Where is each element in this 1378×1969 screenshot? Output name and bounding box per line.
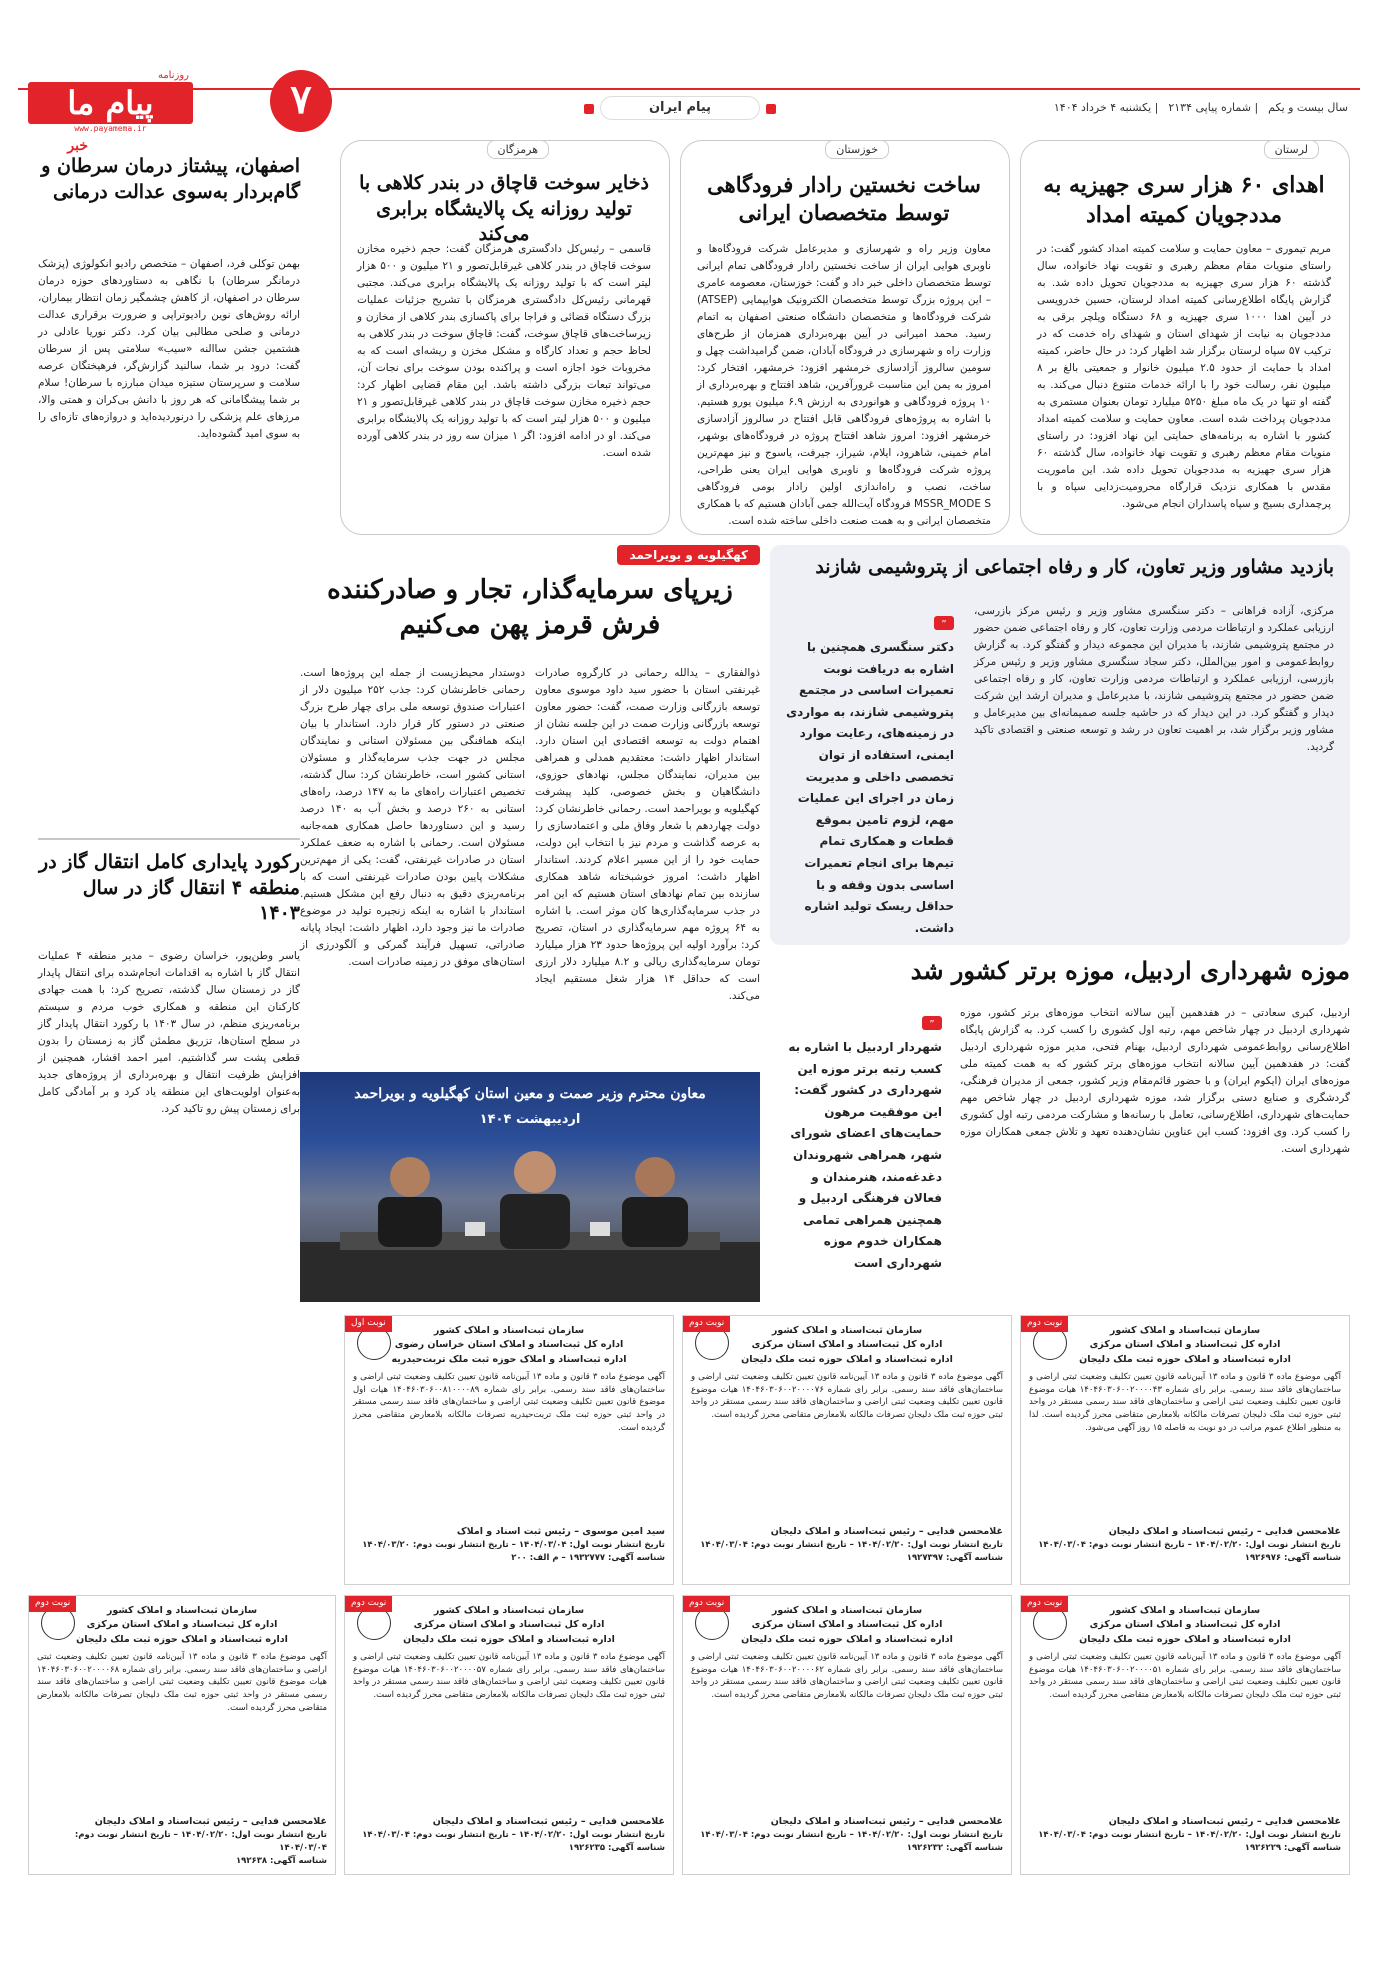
notice-organization: سازمان ثبت‌اسناد و املاک کشور [771, 1325, 923, 1336]
notice-body: آگهی موضوع ماده ۳ قانون و ماده ۱۳ آیین‌نامه قانون تعیین تکلیف وضعیت ثبتی اراضی و ساختمان‌های فاقد سند رسمی. برابر رای شماره ۱۴۰۴۶۰۳۰۶۰۰۲۰۰۰۰۶۸ هیات موضوع قانون تعیین تکلیف وضعیت ثبتی اراضی و ساختمان‌های فاقد سند رسمی مستقر در واحد ثبتی حوزه ثبت ملک دلیجان تصرفات مالکانه بلامعارض متقاضی محرز گردیده است. [37, 1651, 327, 1713]
legal-notice [28, 1595, 336, 1875]
notice-suboffice: اداره ثبت‌اسناد و املاک حوزه ثبت ملک دلیجان [1079, 1353, 1291, 1365]
notice-round-tag: نوبت اول [345, 1316, 392, 1332]
kohgiluyeh-headline: زیرپای سرمایه‌گذار، تجار و صادرکننده فرش قرمز پهن می‌کنیم [327, 575, 733, 641]
header-rule [18, 88, 1360, 90]
notice-body: آگهی موضوع ماده ۳ قانون و ماده ۱۳ آیین‌نامه قانون تعیین تکلیف وضعیت ثبتی اراضی و ساختمان‌های فاقد سند رسمی. برابر رای شماره ۱۴۰۴۶۰۳۰۶۰۰۲۰۰۰۰۵۱ هیات موضوع قانون تعیین تکلیف وضعیت ثبتی اراضی و ساختمان‌های فاقد سند رسمی مستقر در واحد ثبتی حوزه ثبت ملک دلیجان تصرفات مالکانه بلامعارض متقاضی محرز گردیده است. [1029, 1651, 1341, 1700]
notice-code: شناسه آگهی: ۱۹۲۶۲۲۹ [1244, 1842, 1341, 1853]
legal-notice [1020, 1315, 1350, 1585]
article-body: قاسمی – رئیس‌کل دادگستری هرمزگان گفت: حجم ذخیره مخازن سوخت قاچاق در بندر کلاهی غیرقابل‌تصور و ۲۱ میلیون و ۵۰۰ هزار لیتر است که با تولید روزانه یک پالایشگاه برابری می‌کند. مجتبی قهرمانی رئیس‌کل دادگستری هرمزگان با تشریح جزئیات عملیات بزرگ دستگاه قضائی و فراجا برای پاکسازی بندر کلاهی از مخازن و زیرساخت‌های قاچاق سوخت، گفت: قاچاق سوخت در بندر کلاهی به لحاظ حجم و تعداد کارگاه و مشکل مخزن و ریشه‌ای است که به مخروبات خود اجازه است و پراکنده بودن سوخت برای نجات آن، می‌تواند تبعات بزرگی داشته باشد. این مقام قضایی اظهار کرد: حجم ذخیره مخازن سوخت قاچاق در بندر کلاهی غیرقابل‌تصور و ۲۱ میلیون و ۵۰۰ هزار لیتر است که با تولید روزانه یک پالایشگاه برابری می‌کند. او در ادامه افزود: اگر ۱ میزان سه روز در بندر کلاهی آورده شده است. [357, 243, 652, 459]
notice-office: اداره کل ثبت‌اسناد و املاک استان مرکزی [751, 1619, 943, 1631]
logo-name: پیام ما [28, 82, 193, 124]
meeting-photo [300, 1072, 760, 1302]
legal-notice [344, 1595, 674, 1875]
section-title: پیام ایران [600, 96, 760, 120]
notice-suboffice: اداره ثبت‌اسناد و املاک حوزه ثبت ملک دلیجان [741, 1633, 953, 1645]
notice-suboffice: اداره ثبت‌اسناد و املاک حوزه ثبت ملک دلیجان [76, 1633, 288, 1645]
legal-notice [1020, 1595, 1350, 1875]
notice-code: شناسه آگهی: ۱۹۲۷۳۹۷ [906, 1552, 1003, 1563]
article-headline: ذخایر سوخت قاچاق در بندر کلاهی با تولید روزانه یک پالایشگاه برابری می‌کند [359, 172, 649, 246]
kohgiluyeh-article [300, 545, 760, 1065]
kohgiluyeh-body-right: ذوالفقاری – یدالله رحمانی در کارگروه صادرات غیرنفتی استان با حضور سید داود موسوی معاون توسعه بازرگانی وزارت صمت، گفت: حضور معاون توسعه بازرگانی وزارت صمت در این جلسه نشان از اهتمام دولت به توسعه اقتصادی این استان دارد. استاندار اظهار داشت: معتقدیم همدلی و همراهی بین مدیران، نمایندگان مجلس، نهادهای حوزوی، دانشگاهیان و بخش خصوصی، کلید پیشرفت کهگیلویه و بویراحمد است. رحمانی خاطرنشان کرد: دولت چهاردهم با شعار وفاق ملی و اعتمادسازی را به عرصه گذاشت و مردم نیز با انتخاب این دولت، حمایت خود را از این مسیر اعلام کردند. استاندار اظهار داشت: امروز خوشبختانه شاهد همکاری سازنده بین تمام نهادهای استان هستیم که این امر در جذب سرمایه‌گذاری‌ها کان موثر است. با اشاره به ۶۴ پروژه مهم سرمایه‌گذاری در استان، تصریح کرد: برآورد اولیه این پروژه‌ها حدود ۲۳ هزار میلیارد تومان سرمایه‌گذاری ریالی و ۸.۲ میلیارد دلار ارزی است که حداقل ۱۴ هزار شغل مستقیم ایجاد می‌کند. [535, 667, 761, 1002]
quote-mark-icon [934, 616, 954, 630]
photo-banner-line1: معاون محترم وزیر صمت و معین استان کهگیلویه و بویراحمد [354, 1086, 706, 1102]
notice-suboffice: اداره ثبت‌اسناد و املاک حوزه ثبت ملک تربت‌حیدریه [391, 1353, 627, 1365]
section-marker-icon [584, 104, 594, 114]
legal-notice [682, 1595, 1012, 1875]
issue-date: یکشنبه ۴ خرداد ۱۴۰۴ [1053, 101, 1152, 114]
petrochemical-pullquote: دکتر سنگسری همچنین با اشاره به دریافت نوبت تعمیرات اساسی در مجتمع پتروشیمی شازند، به مواردی در زمینه‌های، رعایت موارد ایمنی، استفاده از توان تخصصی داخلی و مدیریت زمان در اجرای این عملیات مهم، لزوم تامین بموقع قطعات و همکاری تمام تیم‌ها برای انجام تعمیرات اساسی بدون وقفه و با حداقل ریسک تولید اشاره داشت. [786, 640, 954, 935]
notice-signer: غلامحسن فدایی – رئیس ثبت‌اسناد و املاک دلیجان [432, 1815, 665, 1827]
notice-code: شناسه آگهی: ۱۹۲۶۹۷۶ [1244, 1552, 1341, 1563]
notice-organization: سازمان ثبت‌اسناد و املاک کشور [771, 1605, 923, 1616]
svg-text:”: ” [941, 619, 947, 630]
notice-dates: تاریخ انتشار نوبت اول: ۱۴۰۴/۰۲/۲۰ – تاریخ انتشار نوبت دوم: ۱۴۰۴/۰۳/۰۴ [362, 1830, 665, 1840]
notice-round-tag: نوبت دوم [1021, 1316, 1068, 1332]
quote-icon [772, 1015, 942, 1034]
legal-notice [344, 1315, 674, 1585]
photo-banner-line2: اردیبهشت ۱۴۰۴ [479, 1112, 581, 1127]
notice-dates: تاریخ انتشار نوبت اول: ۱۴۰۴/۰۲/۲۰ – تاریخ انتشار نوبت دوم: ۱۴۰۴/۰۳/۰۴ [700, 1830, 1003, 1840]
gas-headline: رکورد پایداری کامل انتقال گاز در منطقه ۴ انتقال گاز در سال ۱۴۰۳ [39, 851, 300, 925]
section-marker-icon [766, 104, 776, 114]
news-headline: اصفهان، پیشتاز درمان سرطان و گام‌بردار به‌سوی عدالت درمانی [41, 155, 300, 203]
newspaper-logo[interactable] [28, 70, 193, 132]
notice-signer: غلامحسن فدایی – رئیس ثبت‌اسناد و املاک دلیجان [94, 1815, 327, 1827]
notice-organization: سازمان ثبت‌اسناد و املاک کشور [1109, 1325, 1261, 1336]
gas-body: یاسر وطن‌پور، خراسان رضوی – مدیر منطقه ۴ عملیات انتقال گاز با اشاره به اقدامات انجام‌شده برای انتقال پایدار گاز در زمستان سال گذشته، تصریح کرد: با همت جهادی کارکنان این منطقه و همکاری خوب مردم و سیستم برنامه‌ریزی منظم، در سال ۱۴۰۳ با رکورد انتقال پایدار گاز در سطح استان‌ها، تزریق مطمئن گاز به زمستان را بدون قطعی پشت سر گذاشتیم. امیر احمد افشار، همچنین از افزایش ظرفیت انتقال و بهره‌برداری از پروژه‌های جدید به‌عنوان اولویت‌های این منطقه یاد کرد و بر آمادگی کامل برای زمستان پیش رو تاکید کرد. [38, 950, 300, 1115]
museum-headline: موزه شهرداری اردبیل، موزه برتر کشور شد [910, 956, 1350, 985]
column-divider [38, 838, 300, 840]
museum-article [770, 955, 1350, 1305]
notice-code: شناسه آگهی: ۱۹۲۶۲۳۵ [568, 1842, 665, 1853]
notice-body: آگهی موضوع ماده ۳ قانون و ماده ۱۳ آیین‌نامه قانون تعیین تکلیف وضعیت ثبتی اراضی و ساختمان‌های فاقد سند رسمی. برابر رای شماره ۱۴۰۴۶۰۳۰۶۰۰۲۰۰۰۰۷۶ هیات موضوع قانون تعیین تکلیف وضعیت ثبتی اراضی و ساختمان‌های فاقد سند رسمی مستقر در واحد ثبتی حوزه ثبت ملک دلیجان تصرفات مالکانه بلامعارض متقاضی محرز گردیده است. [691, 1371, 1003, 1420]
logo-website[interactable]: www.payamema.ir [74, 124, 147, 133]
notice-round-tag: نوبت دوم [29, 1596, 76, 1612]
notice-signer: سید امین موسوی – رئیس ثبت اسناد و املاک [456, 1525, 665, 1537]
notice-round-tag: نوبت دوم [1021, 1596, 1068, 1612]
article-khuzestan [680, 140, 1010, 535]
notice-suboffice: اداره ثبت‌اسناد و املاک حوزه ثبت ملک دلیجان [403, 1633, 615, 1645]
article-body: معاون وزیر راه و شهرسازی و مدیرعامل شرکت فرودگاه‌ها و ناوبری هوایی ایران از ساخت نخستین رادار فرودگاهی تمام ایرانی توسط متخصصان داخلی خبر داد و گفت: خوزستان، معصومه عامری – این پروژه بزرگ توسط متخصصان الکترونیک هوایپمایی (ATSEP) شرکت فرودگاه‌ها و متخصصان دانشگاه صنعتی اصفهان به اتمام رسید. محمد امیرانی در آیین بهره‌برداری همزمان از طرح‌های وزارت راه و شهرسازی در فرودگاه آبادان، ضمن گرامیداشت چهل و سومین سالروز آزادسازی خرمشهر افزود: خرمشهر، افتخار کرد: امروز به یمن این مناسبت غرورآفرین، شاهد افتتاح و بهره‌برداری از ۱۰ پروژه فرودگاهی و هوانوردی به ارزش ۶.۹ میلیون یورو هستیم. با اشاره به پروژه‌های فرودگاهی قابل افتتاح در سالروز آزادسازی خرمشهر افزود: امروز شاهد افتتاح پروژه در فرودگاه‌های بوشهر، امام خمینی، شاهرود، ایلام، شیراز، جیرفت، یاسوج و نیز مهم‌ترین پروژه شرکت فرودگاه‌ها و ناوبری هوایی ایران یعنی طراحی، ساخت، نصب و راه‌اندازی اولین رادار بومی فرودگاهی MSSR_MODE S فرودگاه آیت‌الله جمی آبادان هستیم که با همکاری متخصصان ایرانی و به همت صنعت داخلی ساخته شده است. [697, 243, 991, 527]
quote-mark-icon [922, 1016, 942, 1030]
notice-round-tag: نوبت دوم [345, 1596, 392, 1612]
notice-body: آگهی موضوع ماده ۳ قانون و ماده ۱۳ آیین‌نامه قانون تعیین تکلیف وضعیت ثبتی اراضی و ساختمان‌های فاقد سند رسمی. برابر رای شماره ۱۴۰۴۶۰۳۰۶۰۰۲۰۰۰۰۵۷ هیات موضوع قانون تعیین تکلیف وضعیت ثبتی اراضی و ساختمان‌های فاقد سند رسمی مستقر در واحد ثبتی حوزه ثبت ملک دلیجان تصرفات مالکانه بلامعارض متقاضی محرز گردیده است. [353, 1651, 665, 1700]
article-headline: اهدای ۶۰ هزار سری جهیزیه به مددجویان کمیته امداد [1043, 172, 1325, 228]
region-tag: کهگیلویه و بویراحمد [617, 545, 760, 565]
notice-body: آگهی موضوع ماده ۳ قانون و ماده ۱۳ آیین‌نامه قانون تعیین تکلیف وضعیت ثبتی اراضی و ساختمان‌های فاقد سند رسمی. برابر رای شماره ۱۴۰۴۶۰۳۰۶۰۰۲۰۰۰۰۴۳ هیات موضوع قانون تعیین تکلیف وضعیت ثبتی اراضی و ساختمان‌های فاقد سند رسمی مستقر در واحد ثبتی حوزه ثبت ملک دلیجان تصرفات مالکانه بلامعارض متقاضی محرز گردیده است. لذا به منظور اطلاع عموم مراتب در دو نوبت به فاصله ۱۵ روز آگهی می‌شود. [1029, 1371, 1341, 1433]
notice-dates: تاریخ انتشار نوبت اول: ۱۴۰۴/۰۲/۲۰ – تاریخ انتشار نوبت دوم: ۱۴۰۴/۰۳/۰۴ [700, 1540, 1003, 1550]
issue-number: شماره پیاپی ۲۱۳۴ [1168, 101, 1251, 114]
notice-organization: سازمان ثبت‌اسناد و املاک کشور [1109, 1605, 1261, 1616]
notice-code: شناسه آگهی: ۱۹۲۶۳۸ [235, 1855, 327, 1866]
notice-organization: سازمان ثبت‌اسناد و املاک کشور [433, 1605, 585, 1616]
notice-body: آگهی موضوع ماده ۳ قانون و ماده ۱۳ آیین‌نامه قانون تعیین تکلیف وضعیت ثبتی اراضی و ساختمان‌های فاقد سند رسمی. برابر رای شماره ۱۴۰۴۶۰۳۰۶۰۰۸۱۰۰۰۰۸۹ هیات اول موضوع قانون تعیین تکلیف وضعیت ثبتی اراضی و ساختمان‌های فاقد سند رسمی مستقر در واحد ثبتی حوزه ثبت ملک تربت‌حیدریه تصرفات مالکانه بلامعارض متقاضی محرز گردیده است. [353, 1371, 666, 1433]
notice-signer: غلامحسن فدایی – رئیس ثبت‌اسناد و املاک دلیجان [770, 1815, 1003, 1827]
petrochemical-body: مرکزی، آزاده فراهانی – دکتر سنگسری مشاور وزیر و رئیس مرکز بازرسی، ارزیابی عملکرد و ارتباطات مردمی وزارت تعاون، کار و رفاه اجتماعی ضمن حضور در مجتمع پتروشیمی شازند، با مدیران این مجموعه دیدار و گفتگو کرد. به گزارش روابط‌عمومی و امور بین‌الملل، دکتر سجاد سنگسری مشاور وزیر و رئیس مرکز بازرسی، ارزیابی عملکرد و ارتباطات مردمی وزارت تعاون، کار و رفاه اجتماعی ضمن حضور در مجتمع پتروشیمی شازند، با مدیرعامل و مدیران ارشد این شرکت دیدار و گفتگو کرد. در این دیدار که در حاشیه جلسه صمیمانه‌ای بین مدیرعامل و مشاور وزیر برگزار شد، بر اهمیت تعاون در رشد و توسعه صنعتی و اقتصادی تاکید گردید. [974, 605, 1334, 753]
page-number: ۷ [270, 70, 332, 132]
notice-code: شناسه آگهی: ۱۹۲۶۲۳۲ [906, 1842, 1003, 1853]
meeting-people-illustration [300, 1072, 760, 1302]
notice-organization: سازمان ثبت‌اسناد و املاک کشور [433, 1325, 585, 1336]
notice-suboffice: اداره ثبت‌اسناد و املاک حوزه ثبت ملک دلیجان [1079, 1633, 1291, 1645]
issue-year: سال بیست و یکم [1268, 101, 1348, 114]
notice-office: اداره کل ثبت‌اسناد و املاک استان مرکزی [413, 1619, 605, 1631]
notice-office: اداره کل ثبت‌اسناد و املاک استان مرکزی [86, 1619, 278, 1631]
notice-dates: تاریخ انتشار نوبت اول: ۱۴۰۴/۰۲/۲۰ – تاریخ انتشار نوبت دوم: ۱۴۰۴/۰۳/۰۴ [1038, 1830, 1341, 1840]
museum-body: اردبیل، کبری سعادتی – در هفدهمین آیین سالانه انتخاب موزه‌های برتر کشور، موزه شهرداری اردبیل در چهار شاخص مهم، رتبه اول کشوری را کسب کرد. به گزارش پایگاه اطلاع‌رسانی روابط‌عمومی شهرداری اردبیل، بهنام فتحی، مدیر موزه شهرداری اردبیل گفت: در هفدهمین آیین سالانه انتخاب موزه‌های برتر کشور که به همت کمیته ملی موزه‌های ایران (ایکوم ایران) و با حضور قائم‌مقام وزیر کشور، جمعی از مدیران فرهنگی، گردشگری و صنایع دستی برگزار شد، موزه شهرداری اردبیل در چهار شاخص مهم حمایت‌های شهرداری، اطلاع‌رسانی، تعامل با رسانه‌ها و مشارکت مردمی رتبه اول کشوری را کسب کرد. وی افزود: کسب این عناوین نشان‌دهنده تعهد و تلاش جمعی همکاران موزه شهرداری است. [960, 1007, 1350, 1155]
notice-round-tag: نوبت دوم [683, 1596, 730, 1612]
article-lorestan [1020, 140, 1350, 535]
notice-office: اداره کل ثبت‌اسناد و املاک استان مرکزی [751, 1339, 943, 1351]
region-tag: لرستان [1264, 140, 1319, 159]
notice-suboffice: اداره ثبت‌اسناد و املاک حوزه ثبت ملک دلیجان [741, 1353, 953, 1365]
region-tag: خوزستان [825, 140, 889, 159]
logo-tagline: روزنامه [157, 70, 189, 81]
quote-icon [784, 615, 954, 634]
region-tag: هرمزگان [487, 140, 550, 159]
issue-info: سال بیست و یکم| شماره پیاپی ۲۱۳۴| یکشنبه ۴ خرداد ۱۴۰۴ [1053, 101, 1348, 114]
petrochemical-article [770, 545, 1350, 945]
kohgiluyeh-body-left: دوستدار محیط‌زیست از جمله این پروژه‌ها است. رحمانی خاطرنشان کرد: جذب ۲۵۲ میلیون دلار از اعتبارات صندوق توسعه ملی برای چهار طرح بزرگ صنعتی در دستور کار قرار دارد. استاندار با بیان اینکه همافنگی بین مسئولان استانی و نمایندگان مجلس در جهت جذب سرمایه‌گذار و مسئولان استانی کشور است، خاطرنشان کرد: سال گذشته، تخصیص اعتبارات راه‌های ما به ۱۴۷ درصد، راه‌های استانی به ۲۶۰ درصد و بخش آب به ۱۴۰ درصد رسید و این دستاوردها حاصل همکاری همه‌جانبه مسئولان است. رحمانی با اشاره به ضعف عملکرد استان در صادرات غیرنفتی، گفت: یکی از مهم‌ترین مشکلات پایین بودن صادرات غیرنفتی است که با برنامه‌ریزی دقیق به دنبال رفع این مشکل هستیم. استاندار با اشاره به اینکه زنجیره تولید در موضوع صادرات ما نیز وجود دارد، اظهار داشت: ایجاد پایانه صادراتی، تسهیل فرآیند گمرکی و آلگودرزی از استان‌های موفق در زمینه صادرات است. [300, 667, 526, 968]
notice-office: اداره کل ثبت‌اسناد و املاک استان خراسان رضوی [394, 1339, 624, 1351]
notice-office: اداره کل ثبت‌اسناد و املاک استان مرکزی [1089, 1339, 1281, 1351]
notice-dates: تاریخ انتشار نوبت اول: ۱۴۰۴/۰۳/۰۴ – تاریخ انتشار نوبت دوم: ۱۴۰۴/۰۳/۲۰ [362, 1540, 665, 1550]
notice-round-tag: نوبت دوم [683, 1316, 730, 1332]
news-label: خبر [67, 138, 88, 154]
notice-body: آگهی موضوع ماده ۳ قانون و ماده ۱۳ آیین‌نامه قانون تعیین تکلیف وضعیت ثبتی اراضی و ساختمان‌های فاقد سند رسمی. برابر رای شماره ۱۴۰۴۶۰۳۰۶۰۰۲۰۰۰۰۶۲ هیات موضوع قانون تعیین تکلیف وضعیت ثبتی اراضی و ساختمان‌های فاقد سند رسمی مستقر در واحد ثبتی حوزه ثبت ملک دلیجان تصرفات مالکانه بلامعارض متقاضی محرز گردیده است. [691, 1651, 1003, 1700]
notice-signer: غلامحسن فدایی – رئیس ثبت‌اسناد و املاک دلیجان [1108, 1525, 1341, 1537]
notice-signer: غلامحسن فدایی – رئیس ثبت‌اسناد و املاک دلیجان [1108, 1815, 1341, 1827]
notice-signer: غلامحسن فدایی – رئیس ثبت‌اسناد و املاک دلیجان [770, 1525, 1003, 1537]
news-body: بهمن توکلی فرد، اصفهان – متخصص رادیو انکولوژی (پزشک درمانگر سرطان) با نگاهی به دستاوردهای حوزه درمان سرطان در اصفهان، از کاهش چشمگیر زمان انتظار بیماران، ارائه روش‌های نوین رادیوتراپی و ضرورت برقراری عدالت درمانی و صلحی مطالبی بیان کرد. دکتر نوریا عادلی در هشتمین جشن ساالنه «سیب» سلامتی پس از سرطان گفت: درود بر شما، سالنید گزارش‌گر، فرهیختگان عرصه سلامت و سرپرستان ستیزه میدان مبارزه با سرطان! سلام بر شما پیشگامانی که هر روز با دانش بی‌کران و همتی والا، مرزهای علم پزشکی را درنوردیده‌اید و دروازه‌های تازه‌ای را به سوی امید گشوده‌اید. [38, 258, 300, 440]
notice-dates: تاریخ انتشار نوبت اول: ۱۴۰۴/۰۲/۲۰ – تاریخ انتشار نوبت دوم: ۱۴۰۴/۰۳/۰۴ [74, 1830, 327, 1853]
article-body: مریم تیموری – معاون حمایت و سلامت کمیته امداد کشور گفت: در راستای منویات مقام معظم رهبری و تقویت نهاد خانواده، سال گذشته ۶۰ هزار سری جهیزیه به مددجویان تحویل داده شد. به گزارش پایگاه اطلاع‌رسانی کمیته امداد لرستان، حسین خدرویسی در آیین اهدا ۱۰۰۰ سری جهیزیه و ۶۸ دستگاه ویلچر برقی به مددجویان به نیابت از شهدای استان و شهدای راه خدمت که در ترکیب ۵۷ سپاه لرستان برگزار شد اظهار کرد: در حال حاضر، کمیته امداد با حمایت از حدود ۲.۵ میلیون خانوار و جمعیتی بالغ بر ۸ میلیون نفر، رسالت خود را با ارائه خدمات متنوع دنبال می‌کند. به گفته او تنها در یک ماه مبلغ ۵۲۵۰ میلیارد تومان بعنوان مستمری به مددجویان پرداخت شده است. معاون حمایت و سلامت کمیته امداد کشور با اشاره به برنامه‌های حمایتی این نهاد افزود: در راستای منویات مقام معظم رهبری و تقویت نهاد خانواده، سال گذشته ۶۰ هزار سری جهیزیه به مددجویان تحویل داده شد. این ماموریت مقدس با همکاری نزدیک قرارگاه محرومیت‌زدایی سپاه و با پرچمداری بسیج و سپاه پاسداران انجام می‌شود. [1037, 243, 1332, 510]
notice-dates: تاریخ انتشار نوبت اول: ۱۴۰۴/۰۲/۲۰ – تاریخ انتشار نوبت دوم: ۱۴۰۴/۰۳/۰۴ [1038, 1540, 1341, 1550]
notice-office: اداره کل ثبت‌اسناد و املاک استان مرکزی [1089, 1619, 1281, 1631]
museum-pullquote: شهردار اردبیل با اشاره به کسب رتبه برتر موزه این شهرداری در کشور گفت: این موفقیت مرهون حمایت‌های اعضای شورای شهر، همراهی شهروندان دغدغه‌مند، هنرمندان و فعالان فرهنگی اردبیل و همچنین همراهی تمامی همکاران خدوم موزه شهرداری است [788, 1040, 942, 1270]
article-headline: ساخت نخستین رادار فرودگاهی توسط متخصصان ایرانی [707, 172, 981, 226]
notice-organization: سازمان ثبت‌اسناد و املاک کشور [106, 1605, 258, 1616]
left-column [28, 138, 300, 1173]
petrochemical-headline: بازدید مشاور وزیر تعاون، کار و رفاه اجتماعی از پتروشیمی شازند [815, 556, 1334, 578]
legal-notice [682, 1315, 1012, 1585]
article-hormozgan [340, 140, 670, 535]
svg-text:”: ” [929, 1019, 935, 1030]
notice-code: شناسه آگهی: ۱۹۳۲۷۷۷ – م الف: ۲۰۰ [511, 1552, 665, 1563]
